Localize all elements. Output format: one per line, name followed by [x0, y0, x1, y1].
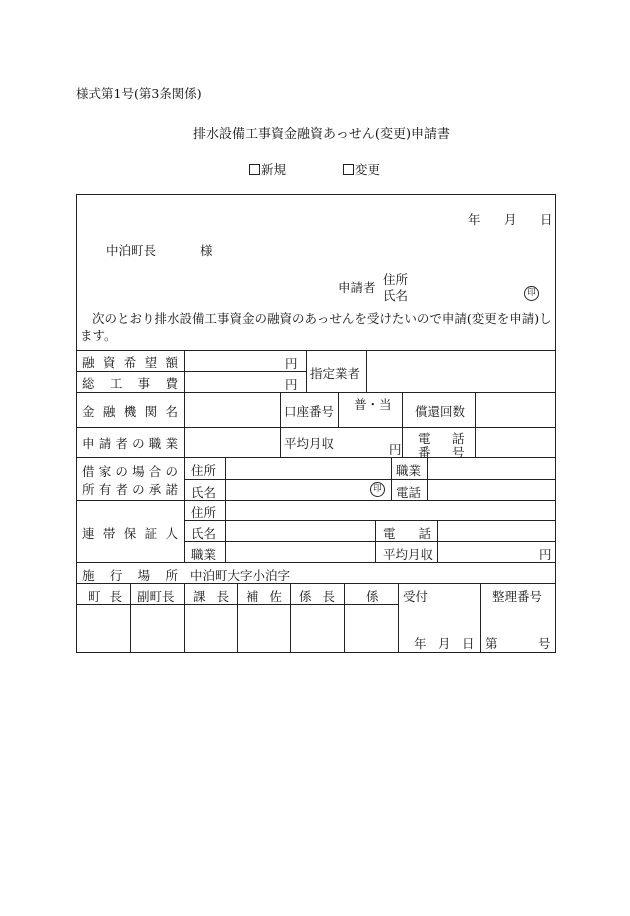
option-new[interactable]: 新規: [249, 160, 286, 178]
avg-income-yen: 円: [389, 442, 402, 457]
received-month-label: 月: [438, 636, 451, 651]
guarantor-income-yen: 円: [539, 547, 552, 562]
number-label-1: 番: [418, 445, 431, 460]
applicant-label: 申請者: [338, 280, 376, 295]
date-year-label: 年: [468, 212, 481, 227]
reference-number-label: 整理番号: [492, 589, 543, 604]
subsection-chief-label: 係 長: [299, 589, 335, 604]
checkbox-new[interactable]: [249, 164, 260, 175]
loan-amount-label: 融 資 希 望 額: [82, 355, 178, 370]
form-number: 様式第1号(第3条関係): [76, 86, 202, 101]
assistant-label: 補 佐: [246, 589, 282, 604]
owner-seal-icon: 印: [370, 482, 385, 497]
honorific: 様: [200, 243, 213, 258]
loan-amount-yen: 円: [285, 356, 298, 371]
applicant-address-label: 住所: [383, 272, 409, 287]
account-number-label: 口座番号: [284, 404, 335, 419]
ref-no-suffix: 号: [538, 636, 551, 651]
total-cost-label: 総 工 事 費: [82, 376, 178, 391]
seal-icon: 印: [524, 286, 539, 301]
ref-no-prefix: 第: [485, 636, 498, 651]
phone-label-1: 電: [418, 431, 431, 446]
repayments-label: 償還回数: [415, 404, 466, 419]
guarantor-income-label: 平均月収: [383, 547, 434, 562]
owner-consent-label-2: 所 有 者 の 承 諾: [82, 482, 178, 497]
option-change[interactable]: 変更: [343, 160, 380, 178]
application-statement: 次のとおり排水設備工事資金の融資のあっせんを受けたいので申請(変更を申請)します。: [80, 311, 552, 343]
section-chief-label: 課 長: [193, 589, 229, 604]
staff-label: 係: [366, 589, 379, 604]
owner-consent-label-1: 借 家 の 場 合 の: [82, 464, 178, 479]
mayor-label: 町 長: [88, 589, 122, 604]
guarantor-address-label: 住所: [191, 505, 217, 520]
owner-address-label: 住所: [191, 463, 217, 478]
guarantor-phone-label: 電 話: [383, 526, 431, 541]
avg-income-label: 平均月収: [284, 436, 335, 451]
owner-phone-label: 電話: [396, 485, 422, 500]
guarantor-name-label: 氏名: [191, 526, 217, 541]
guarantor-occupation-label: 職業: [191, 547, 217, 562]
phone-label-2: 話: [452, 431, 465, 446]
designated-contractor-label: 指定業者: [310, 366, 361, 381]
number-label-2: 号: [452, 445, 465, 460]
date-day-label: 日: [540, 212, 553, 227]
form-box: [76, 194, 556, 653]
date-month-label: 月: [504, 212, 517, 227]
received-year-label: 年: [414, 636, 427, 651]
site-label: 施 行 場 所: [82, 568, 178, 583]
applicant-name-label: 氏名: [383, 288, 409, 303]
guarantor-label: 連 帯 保 証 人: [82, 526, 178, 541]
received-label: 受付: [403, 589, 429, 604]
account-type-label: 普・当: [354, 397, 392, 412]
applicant-job-label: 申 請 者 の 職 業: [82, 436, 178, 451]
form-title: 排水設備工事資金融資あっせん(変更)申請書: [193, 127, 451, 142]
total-cost-yen: 円: [285, 377, 298, 392]
site-value: 中泊町大字小泊字: [190, 568, 291, 583]
addressee: 中泊町長: [106, 243, 157, 258]
deputy-mayor-label: 副町長: [137, 589, 175, 604]
owner-name-label: 氏名: [191, 485, 217, 500]
received-day-label: 日: [462, 636, 475, 651]
bank-label: 金 融 機 関 名: [82, 404, 178, 419]
checkbox-change[interactable]: [343, 164, 354, 175]
owner-occupation-label: 職業: [396, 463, 422, 478]
